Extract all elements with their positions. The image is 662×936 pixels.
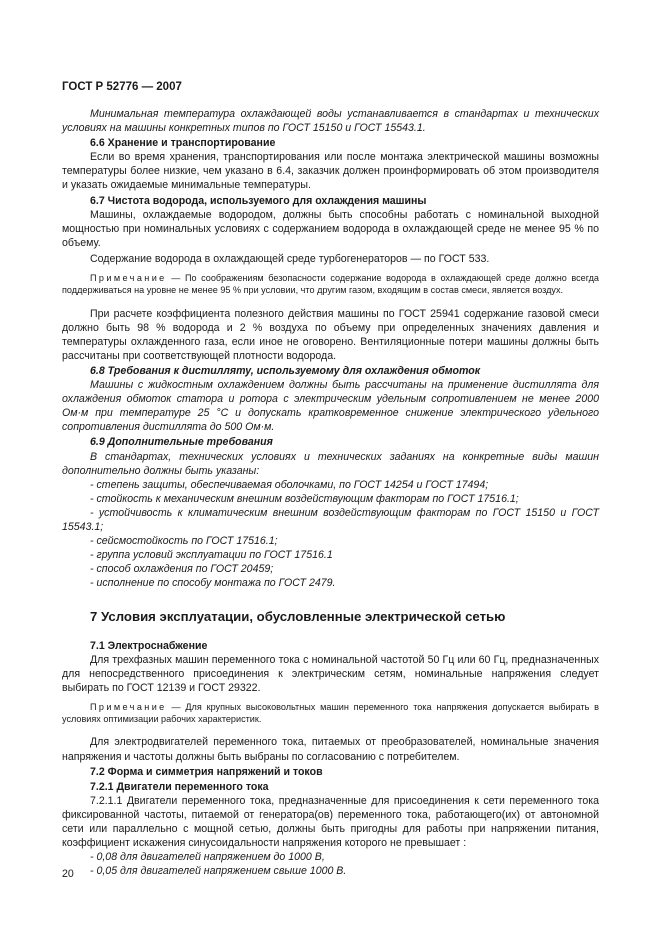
paragraph: Содержание водорода в охлаждающей среде турбогенераторов — по ГОСТ 533. xyxy=(90,252,490,265)
section-heading-6-8: 6.8 Требования к дистилляту, используемому для охлаждения обмоток xyxy=(90,365,481,377)
paragraph: При расчете коэффициента полезного действия машины по ГОСТ 25941 содержание газовой смеси должно быть 98 % водорода и 2 % воздуха по объему при определенных значениях давления и температуры охлажденного газа, если иное не оговорено. Вентиляционные потери машины должны быть рассчитаны при соответствующей плотности водорода. xyxy=(62,307,599,362)
list-item: - степень защиты, обеспечиваемая оболочками, по ГОСТ 14254 и ГОСТ 17494; xyxy=(90,478,489,491)
note-label: Примечание xyxy=(90,273,167,284)
page-number: 20 xyxy=(62,868,74,880)
document-header: ГОСТ Р 52776 — 2007 xyxy=(62,81,182,93)
paragraph: Если во время хранения, транспортирования или после монтажа электрической машины возможны температуры более низкие, чем указано в 6.4, заказчик должен проинформировать об этом производителя и указать ожидаемые минимальные температуры. xyxy=(62,151,599,192)
paragraph: Машины с жидкостным охлаждением должны быть рассчитаны на применение дистиллята для охлаждения обмоток статора и ротора с электрическим удельным сопротивлением не менее 2000 Ом·м при температуре 25 °С и допускать кратковременное снижение электрического удельного сопротивления дистиллята до 500 Ом·м. xyxy=(62,379,599,434)
list-item: - сейсмостойкость по ГОСТ 17516.1; xyxy=(90,535,278,548)
list-item: - устойчивость к климатическим внешним воздействующим факторам по ГОСТ 15150 и ГОСТ 15543.1; xyxy=(62,506,599,534)
note xyxy=(62,701,599,726)
list-item: - исполнение по способу монтажа по ГОСТ 2479. xyxy=(90,577,336,590)
list-item: - способ охлаждения по ГОСТ 20459; xyxy=(90,563,274,576)
note-text: — По соображениям безопасности содержание водорода в охлаждающей среде должно всегда поддерживаться на уровне не менее 95 % при условии, что другим газом, входящим в состав смеси, является воздух. xyxy=(62,273,599,296)
paragraph: 7.2.1.1 Двигатели переменного тока, предназначенные для присоединения к сети переменного тока фиксированной частоты, питаемой от генератора(ов) переменного тока, работающего(их) от автономной сети или параллельно с мощной сетью, должны быть пригодны для работы при напряжении питания, коэффициент искажения синусоидальности напряжения которого не превышает : xyxy=(62,794,599,850)
section-heading-7-1: 7.1 Электроснабжение xyxy=(90,639,208,652)
paragraph: Для трехфазных машин переменного тока с номинальной частотой 50 Гц или 60 Гц, предназначенных для непосредственного присоединения к электрическим сетям, номинальные напряжения следует выбирать по ГОСТ 12139 и ГОСТ 29322. xyxy=(62,653,599,694)
page-content xyxy=(62,107,599,878)
paragraph: Машины, охлаждаемые водородом, должны быть способны работать с номинальной выходной мощностью при номинальных условиях с содержанием водорода в охлаждающей среде не менее 95 % по объему. xyxy=(62,208,599,249)
section-heading-6-7: 6.7 Чистота водорода, используемого для охлаждения машины xyxy=(90,194,427,207)
note xyxy=(62,272,599,297)
section-heading-6-9: 6.9 Дополнительные требования xyxy=(90,436,273,449)
section-heading-6-6: 6.6 Хранение и транспортирование xyxy=(90,137,276,150)
list-item: - 0,08 для двигателей напряжением до 1000 В, xyxy=(90,851,325,864)
note-label: Примечание xyxy=(90,701,167,712)
list-item: - стойкость к механическим внешним воздействующим факторам по ГОСТ 17516.1; xyxy=(90,492,519,505)
list-item: - 0,05 для двигателей напряжением свыше 1000 В. xyxy=(90,865,347,878)
paragraph: Для электродвигателей переменного тока, питаемых от преобразователей, номинальные значения напряжения и частоты должны быть выбраны по согласованию с потребителем. xyxy=(62,736,599,763)
chapter-heading-7: 7 Условия эксплуатации, обусловленные электрической сетью xyxy=(90,608,506,624)
paragraph: В стандартах, технических условиях и технических заданиях на конкретные виды машин дополнительно должны быть указаны: xyxy=(62,450,599,477)
section-heading-7-2: 7.2 Форма и симметрия напряжений и токов xyxy=(90,765,323,778)
paragraph: Минимальная температура охлаждающей воды устанавливается в стандартах и технических условиях на машины конкретных типов по ГОСТ 15150 и ГОСТ 15543.1. xyxy=(62,108,599,135)
section-heading-7-2-1: 7.2.1 Двигатели переменного тока xyxy=(90,780,269,793)
list-item: - группа условий эксплуатации по ГОСТ 17516.1 xyxy=(90,549,333,562)
note-text: — Для крупных высоковольтных машин переменного тока напряжения допускается выбирать в условиях оптимизации рабочих характеристик. xyxy=(62,701,599,725)
